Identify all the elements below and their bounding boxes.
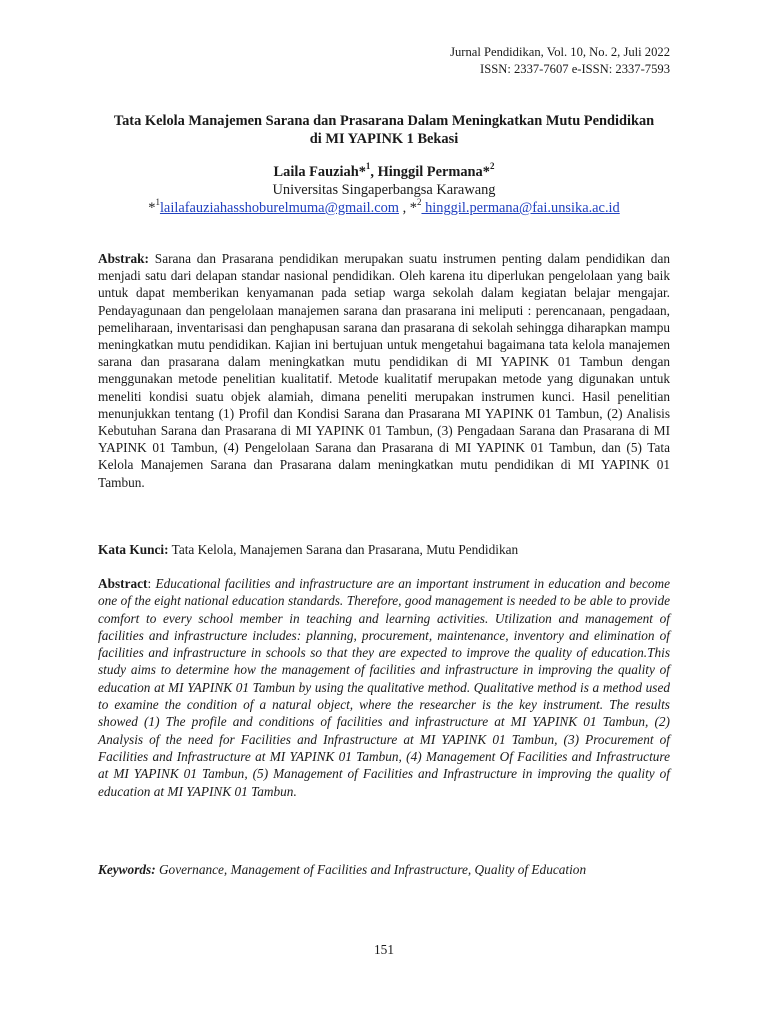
abstrak-text: Sarana dan Prasarana pendidikan merupakan suatu instrumen penting dalam pendidikan dan menjadi satu dari delapan standar nasional pendidikan. Oleh karena itu diperlukan pengelolaan yang baik untuk dapat memberikan kenyamanan pada setiap warga sekolah dalam kegiatan belajar mengajar. Pendayagunaan dan pengelolaan manajemen sarana dan prasarana ini meliputi : perencanaan, pengadaan, pemeliharaan, inventarisasi dan penghapusan sarana dan prasarana di sekolah sehingga diharapkan mampu meningkatkan mutu pendidikan. Kajian ini bertujuan untuk mengetahui bagaimana tata kelola manajemen sarana dan prasarana dalam meningkatkan mutu pendidikan di MI YAPINK 01 Tambun dengan menggunakan metode penelitian kualitatif. Metode kualitatif merupakan metode yang digunakan untuk meneliti kondisi suatu objek alamiah, dimana peneliti merupakan instrumen kunci. Hasil penelitian menunjukkan tentang (1) Profil dan Kondisi Sarana dan Prasarana MI YAPINK 01 Tambun, (2) Analisis Kebutuhan Sarana dan Prasarana di MI YAPINK 01 Tambun, (3) Pengadaan Sarana dan Prasarana di MI YAPINK 01 Tambun, (4) Pengelolaan Sarana dan Prasarana di MI YAPINK 01 Tambun, dan (5) Tata Kelola Manajemen Sarana dan Prasarana dalam meningkatkan mutu pendidikan di MI YAPINK 01 Tambun. — [98, 251, 670, 490]
kata-kunci-section — [98, 541, 670, 558]
kata-kunci-text: Tata Kelola, Manajemen Sarana dan Prasarana, Mutu Pendidikan — [168, 542, 519, 557]
abstract-en-text: Educational facilities and infrastructure are an important instrument in education and become one of the eight national education standards. Therefore, good management is needed to be able to provide comfort to every school member in teaching and learning activities. Utilization and management of facilities and infrastructure includes: planning, procurement, maintenance, inventory and elimination of facilities and infrastructure in schools so that they are expected to improve the quality of education.This study aims to determine how the management of facilities and infrastructure in improving the quality of education at MI YAPINK 01 Tambun by using the qualitative method. Qualitative method is a method used to examine the condition of a natural object, where the researcher is the key instrument. The results showed (1) The profile and conditions of facilities and infrastructure at MI YAPINK 01 Tambun, (2) Analysis of the need for Facilities and Infrastructure at MI YAPINK 01 Tambun, (3) Procurement of Facilities and Infrastructure at MI YAPINK 01 Tambun, (4) Management Of Facilities and Infrastructure at MI YAPINK 01 Tambun, (5) Management of Facilities and Infrastructure in improving the quality of education at MI YAPINK 01 Tambun. — [98, 576, 670, 799]
kata-kunci-label: Kata Kunci: — [98, 542, 169, 557]
paper-title — [98, 112, 670, 148]
keywords-section — [98, 861, 670, 878]
author-emails — [98, 199, 670, 217]
journal-issn: ISSN: 2337-7607 e-ISSN: 2337-7593 — [480, 62, 670, 76]
page-number: 151 — [374, 942, 394, 957]
abstrak-section — [98, 250, 670, 491]
keywords-label: Keywords: — [98, 862, 156, 877]
title-line-1: Tata Kelola Manajemen Sarana dan Prasarana Dalam Meningkatkan Mutu Pendidikan — [113, 113, 655, 129]
email-link-2[interactable]: hinggil.permana@fai.unsika.ac.id — [421, 200, 620, 216]
email-1-sup: 1 — [155, 197, 160, 208]
title-line-2: di MI YAPINK 1 Bekasi — [309, 131, 459, 147]
email-separator: , * — [398, 200, 417, 216]
email-link-1[interactable]: lailafauziahasshoburelmuma@gmail.com — [159, 200, 399, 216]
author-names — [98, 163, 670, 181]
author-block — [98, 163, 670, 217]
author-1-affil: 1 — [365, 161, 371, 172]
author-separator: , — [370, 164, 378, 180]
abstract-en-section — [98, 575, 670, 800]
author-2-affil: 2 — [489, 161, 495, 172]
abstrak-label: Abstrak: — [98, 251, 149, 266]
abstract-en-label: Abstract — [98, 576, 148, 591]
author-1: Laila Fauziah* — [273, 164, 366, 180]
abstract-en-colon: : — [147, 576, 156, 591]
journal-header — [450, 44, 670, 78]
author-2: Hinggil Permana* — [377, 164, 490, 180]
email-2-sup: 2 — [416, 197, 422, 208]
affiliation: Universitas Singaperbangsa Karawang — [272, 182, 496, 198]
email-prefix: * — [148, 200, 156, 216]
journal-citation: Jurnal Pendidikan, Vol. 10, No. 2, Juli 2022 — [450, 45, 670, 59]
keywords-text: Governance, Management of Facilities and Infrastructure, Quality of Education — [155, 862, 587, 877]
